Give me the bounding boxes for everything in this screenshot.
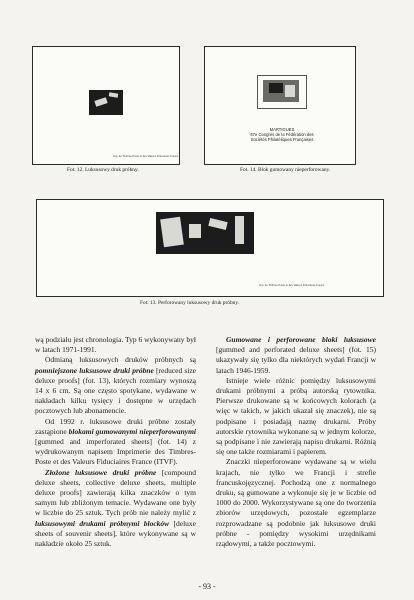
page-number: - 93 - bbox=[198, 582, 216, 591]
text-run: [reduced size deluxe proofs] (fot. 13), których rozmiary wynoszą 14 x 6 cm. Są one często spotykane, wydawane w nakładach kilku tysięcy i dostępne w urzędach pocztowych lub abonamencie. bbox=[35, 365, 197, 416]
paragraph bbox=[35, 335, 196, 355]
legend-line-2: Sociétés Philatéliques Françaises bbox=[250, 137, 314, 142]
text-run: Istnieje wiele różnic pomiędzy luksusowymi drukami próbnymi a próbą autorską rytownika. Pierwsze drukowane są w końcowych kolorach (a więc w takich, w jakich ukazał się znaczek), nie są podpisane i posiadają naznę drukarni. Próby autorskie rytownika wykonane są w jednym kolorze, są podpisane i nie zawierają napisu drukarni. Różnią się one także rozmiarami i papierem. bbox=[216, 375, 376, 457]
emphasis-term: pomniejszone luksusowe druki próbne bbox=[35, 365, 154, 375]
figure-12-luxury-proof-print bbox=[32, 46, 180, 165]
text-run: [gummed and imperforated sheets] (fot. 14) z wydrukowanym napisem Imprimerie des Timbres-Poste et des Valeurs Fiduciaires France (ITVF). bbox=[35, 437, 196, 467]
figure-13-caption: Fot. 13. Perforowany luksusowy druk próbny. bbox=[140, 300, 240, 306]
text-run: [gummed and perforated deluxe sheets] (fot. 15) ukazywały się tylko dla niektórych wydań Francji w latach 1946-1959. bbox=[216, 345, 376, 375]
paragraph bbox=[216, 335, 376, 376]
paragraph bbox=[216, 376, 376, 458]
paragraph bbox=[35, 468, 196, 550]
text-run: [compound deluxe sheets, collective deluxe sheets, multiple deluxe proofs] zawierają kilka znaczków o tym samym lub zbliżonym temacie. Wydawane one były w liczbie do 25 sztuk. Tych prób nie należy mylić z bbox=[35, 467, 196, 518]
text-run: Od 1992 r. luksusowe druki próbne zostały zastąpione bbox=[35, 416, 196, 436]
text-run: wą podziału jest chronologia. Typ 6 wykonywany był w latach 1971-1991. bbox=[35, 335, 196, 355]
paragraph bbox=[35, 417, 196, 468]
text-run: [deluxe sheets of souvenir sheets], które wykonywane są w nakładzie około 25 sztuk. bbox=[35, 518, 196, 549]
block-legend bbox=[232, 127, 332, 142]
text-column-right bbox=[216, 335, 376, 549]
emphasis-term: blokami gumowanymi nieperforowanymi bbox=[68, 426, 196, 436]
figure-14-gummed-imperforate-block bbox=[204, 46, 356, 165]
plate-inscription: Imp. de Timbres-Poste et des Valeurs Fiduciaires France bbox=[113, 155, 179, 158]
stamp-detail bbox=[160, 217, 184, 248]
legend-title: MARTIGUES bbox=[269, 127, 295, 132]
text-run: Znaczki nieperforowane wydawane są w wielu krajach, nie tylko we Francji i strefie francuskojęzycznej. Pochodzą one z normalnego druku, są gumowane a wykonuje się je w liczbie od 1000 do 2000. Wykorzystywane są one do tworzenia zbiorów urzędowych, pozostałe egzemplarze rozprowadzane są podobnie jak luksusowe druki próbne - pomiędzy wysokimi urzędnikami rządowymi, a także pocztowymi. bbox=[216, 457, 376, 549]
emphasis-term: Złożone luksusowe druki próbne bbox=[45, 467, 157, 477]
figure-14-caption: Fot. 14. Blok gumowany nieperforowany. bbox=[240, 167, 331, 173]
stamp-detail bbox=[269, 83, 283, 93]
emphasis-term: luksusowymi drukami próbnymi blocków bbox=[35, 518, 170, 528]
emphasis-term: Gumowane i perforowane bloki luksusowe bbox=[226, 335, 376, 344]
figure-13-perforated-luxury-print bbox=[36, 199, 384, 297]
text-run: Odmianą luksusowych druków próbnych są bbox=[45, 355, 196, 365]
legend-line-1: 67e Congrès de la Fédération des bbox=[250, 132, 314, 137]
stamp-detail bbox=[189, 224, 201, 238]
paragraph bbox=[216, 457, 376, 549]
text-column-left bbox=[35, 335, 196, 549]
stamp-detail bbox=[285, 85, 295, 97]
paragraph bbox=[35, 355, 196, 416]
stamp-detail bbox=[235, 216, 244, 244]
figure-12-caption: Fot. 12. Luksusowy druk próbny. bbox=[67, 167, 139, 173]
plate-inscription: Imp. de Timbres-Poste et des Valeurs Fiduciaires France bbox=[259, 284, 325, 287]
